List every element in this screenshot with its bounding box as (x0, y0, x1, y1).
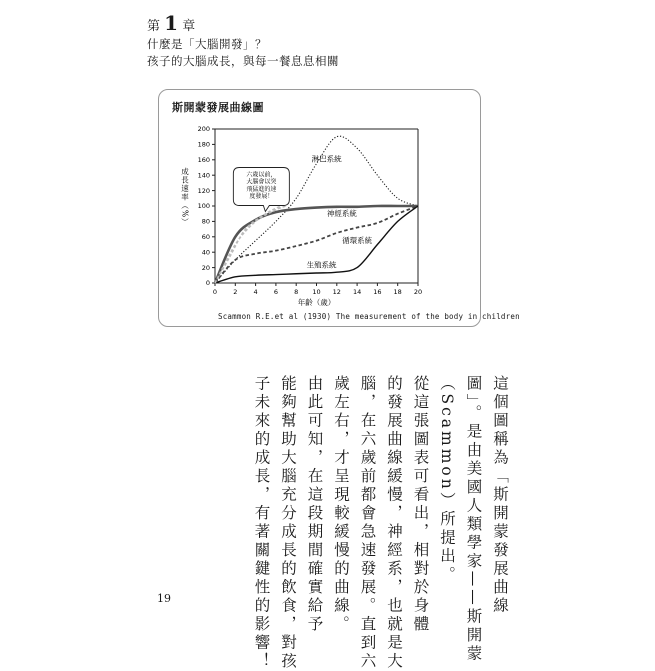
y-tick-label: 40 (201, 248, 210, 257)
chapter-subtitle-2: 孩子的大腦成長，與每一餐息息相關 (147, 54, 339, 68)
text-column-10: 子未來的成長，有著關鍵性的影響！ (252, 375, 271, 671)
chapter-header (147, 11, 339, 70)
figure-title: 斯開蒙發展曲線圖 (172, 101, 264, 114)
chapter-number: 1 (164, 11, 179, 35)
x-tick-label: 6 (273, 288, 278, 296)
x-tick-label: 2 (233, 288, 238, 296)
chapter-subtitle-1: 什麼是「大腦開發」？ (147, 37, 267, 51)
text-column-2: 圖」。是由美國人類學家——斯開蒙 (464, 375, 483, 664)
x-tick-label: 20 (413, 288, 423, 296)
text-column-5: 的發展曲線緩慢，神經系，也就是大 (385, 375, 403, 671)
y-tick-label: 140 (197, 171, 210, 180)
text-column-8: 由此可知，在這段期間確實給予 (305, 375, 324, 634)
x-axis-label: 年齡（歲） (297, 298, 336, 307)
y-tick-label: 20 (201, 263, 210, 272)
y-tick-label: 120 (197, 186, 210, 195)
series-line-2 (215, 206, 418, 283)
series-label-4: 生殖系統 (306, 260, 337, 270)
callout-line-4: 度發展！ (249, 193, 274, 201)
series-label-2: 神經系統 (326, 209, 357, 219)
x-tick-label: 8 (294, 288, 299, 296)
text-column-7: 歲左右，才呈現較緩慢的曲線。 (332, 375, 350, 634)
x-tick-label: 4 (253, 288, 258, 296)
y-tick-label: 80 (201, 217, 210, 226)
series-label-1: 淋巴系統 (311, 154, 342, 164)
series-label-3: 循環系統 (342, 235, 373, 245)
chapter-label: 第 1 章 (147, 11, 196, 35)
y-tick-label: 160 (197, 156, 210, 164)
x-tick-label: 12 (332, 288, 341, 296)
figure-citation: Scammon R.E.et al (1930) The measurement of the body in children (218, 312, 520, 321)
callout-line-1: 六歲以前， (246, 171, 277, 179)
text-column-3: （Scammon）所提出。 (438, 375, 456, 585)
x-tick-label: 10 (312, 288, 321, 296)
x-tick-label: 16 (373, 288, 382, 296)
y-tick-label: 100 (197, 202, 210, 211)
text-column-1: 這個圖稱為「斯開蒙發展曲線 (491, 375, 509, 616)
x-tick-label: 14 (352, 288, 362, 296)
scammon-growth-chart (158, 89, 481, 327)
y-tick-label: 0 (205, 279, 210, 288)
text-column-6: 腦，在六歲前都會急速發展。直到六 (358, 375, 377, 671)
text-column-4: 從這張圖表可看出，相對於身體 (411, 375, 430, 634)
x-tick-label: 0 (212, 288, 218, 296)
series-line-5 (215, 206, 286, 283)
text-column-9: 能夠幫助大腦充分成長的飲食，對孩 (279, 375, 297, 671)
x-tick-label: 18 (393, 288, 402, 296)
callout-line-2: 大腦會以突 (246, 178, 277, 186)
y-tick-label: 180 (197, 140, 210, 149)
series-line-4 (215, 206, 418, 283)
series-line-3 (215, 206, 418, 283)
callout-line-3: 飛猛進的速 (246, 185, 277, 193)
y-tick-label: 200 (197, 125, 210, 134)
page-number: 19 (157, 592, 171, 605)
y-axis-label: 成長速率（%） (180, 167, 190, 227)
y-tick-label: 60 (201, 233, 210, 241)
